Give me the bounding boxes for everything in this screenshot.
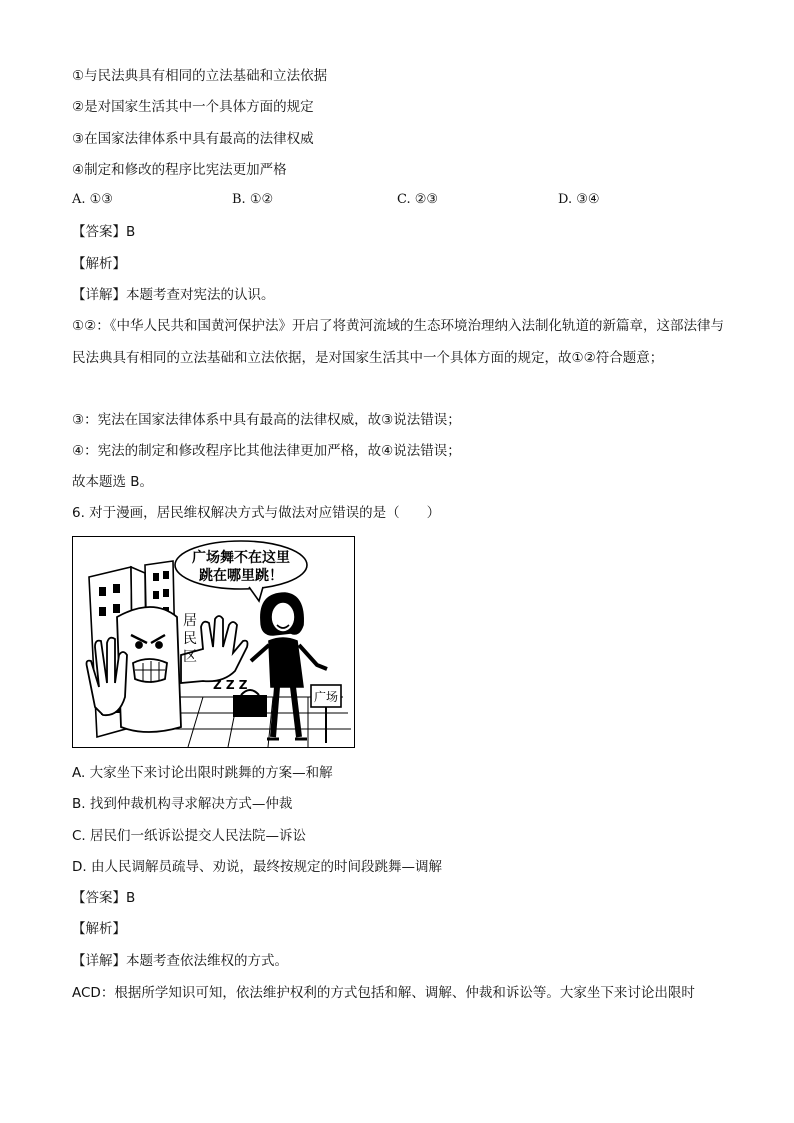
speech-line-2: 跳在哪里跳！ <box>199 568 283 584</box>
comic-illustration <box>72 536 355 748</box>
comic-square-sign <box>311 685 341 743</box>
q6-detail: 【详解】本题考查依法维权的方式。 <box>72 953 288 969</box>
q5-statement-2: ②是对国家生活其中一个具体方面的规定 <box>72 99 314 115</box>
svg-text:区: 区 <box>183 649 197 665</box>
q6-option-a: A. 大家坐下来讨论出限时跳舞的方案—和解 <box>72 765 333 781</box>
q5-option-b: B. ①② <box>232 192 274 207</box>
comic-drawing <box>73 537 354 747</box>
svg-text:民: 民 <box>183 631 197 647</box>
q6-option-c: C. 居民们一纸诉讼提交人民法院—诉讼 <box>72 828 307 844</box>
q5-note-4: ④：宪法的制定和修改程序比其他法律更加严格，故④说法错误； <box>72 443 461 459</box>
q5-option-c: C. ②③ <box>397 192 439 207</box>
q6-answer: 【答案】B <box>72 890 136 906</box>
svg-text:居: 居 <box>183 613 197 629</box>
q5-option-d: D. ③④ <box>558 192 600 207</box>
q5-statement-1: ①与民法典具有相同的立法基础和立法依据 <box>72 68 328 84</box>
q5-note-3: ③：宪法在国家法律体系中具有最高的法律权威，故③说法错误； <box>72 412 461 428</box>
sound-marks: Z Z Z <box>213 678 248 692</box>
q6-explanation: ACD：根据所学知识可知，依法维护权利的方式包括和解、调解、仲裁和诉讼等。大家坐下来讨论出限时 <box>72 985 695 1001</box>
q5-answer: 【答案】B <box>72 224 136 240</box>
speech-line-1: 广场舞不在这里 <box>192 550 290 566</box>
q6-analysis-label: 【解析】 <box>72 921 126 937</box>
comic-woman-figure <box>251 593 327 739</box>
q6-option-d: D. 由人民调解员疏导、劝说，最终按规定的时间段跳舞—调解 <box>72 859 442 875</box>
comic-speech-bubble <box>175 541 307 601</box>
q5-options <box>72 192 722 212</box>
q5-statement-3: ③在国家法律体系中具有最高的法律权威 <box>72 131 314 147</box>
q5-statement-4: ④制定和修改的程序比宪法更加严格 <box>72 162 287 178</box>
q5-option-a: A. ①③ <box>72 192 113 207</box>
q5-conclusion: 故本题选 B。 <box>72 474 154 490</box>
q5-explanation: ①②：《中华人民共和国黄河保护法》开启了将黄河流域的生态环境治理纳入法制化轨道的新篇章，这部法律与民法典具有相同的立法基础和立法依据，是对国家生活其中一个具体方面的规定，故①②符合题意； <box>72 318 724 366</box>
q5-detail: 【详解】本题考查对宪法的认识。 <box>72 287 275 303</box>
comic-residential-label <box>183 613 197 665</box>
q6-stem: 6. 对于漫画，居民维权解决方式与做法对应错误的是（ ） <box>72 505 441 521</box>
q5-analysis-label: 【解析】 <box>72 256 126 272</box>
svg-text:广场: 广场 <box>313 690 339 704</box>
q6-option-b: B. 找到仲裁机构寻求解决方式—仲裁 <box>72 796 293 812</box>
